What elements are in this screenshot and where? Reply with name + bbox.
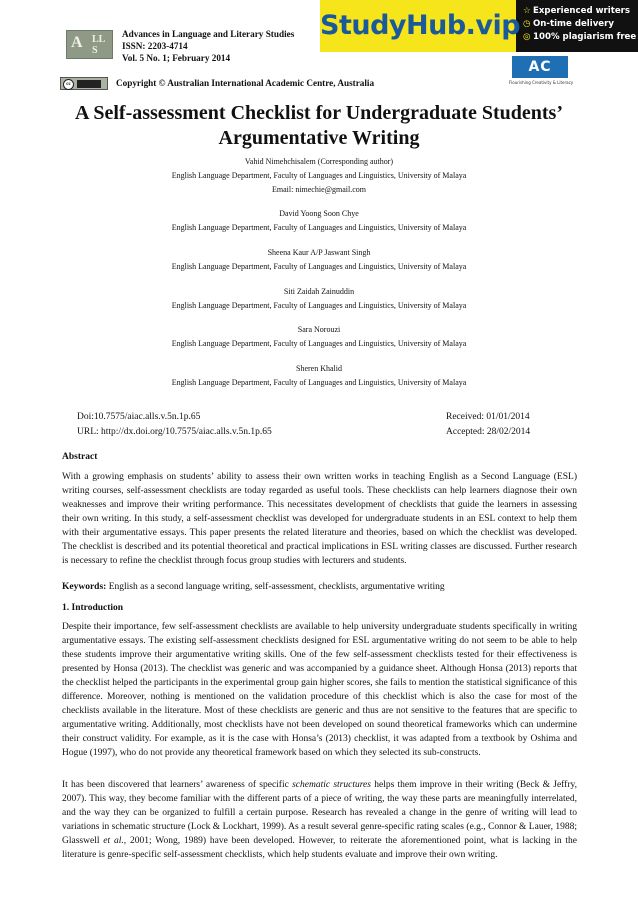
author-affiliation: English Language Department, Faculty of Languages and Linguistics, University of Malaya	[171, 171, 467, 180]
accepted-date: Accepted: 28/02/2014	[446, 427, 531, 437]
journal-logo: A LL S	[66, 30, 113, 59]
clock-icon: ◷	[523, 19, 531, 29]
doi-url[interactable]: URL: http://dx.doi.org/10.7575/aiac.alls.v.5n.1p.65	[77, 427, 272, 437]
promo-banner[interactable]	[320, 0, 638, 52]
author-email[interactable]: Email: nimechie@gmail.com	[271, 185, 366, 194]
journal-issn: ISSN: 2203-4714	[122, 41, 188, 51]
introduction-heading: 1. Introduction	[62, 603, 124, 613]
introduction-paragraph: It has been discovered that learners’ awareness of specific schematic structures helps them improve in their writing (Beck & Jeffry, 2007). This way, they become familiar with the different parts of a piece of writing, the way these parts are meaningfully interrelated, and the way they can be organized to fulfill a certain purpose. Research has revealed a change in the genre of writing will lead to variations in schematic structure (Lock & Lockhart, 1999). As a result several genre-specific rating scales (e.g., Connor & Lauer, 1988; Glasswell et al., 2001; Wong, 1989) have been developed. However, to reiterate the aforementioned point, what is lacking in the literature is genre-specific self-assessment checklists, which help students evaluate and improve their own writing.	[62, 780, 578, 860]
author-name: Sara Norouzi	[297, 325, 341, 334]
banner-feature: ◷ On-time delivery	[523, 19, 614, 29]
author-name: Sheena Kaur A/P Jaswant Singh	[267, 248, 371, 257]
creative-commons-icon[interactable]: cc	[60, 77, 108, 90]
author-affiliation: English Language Department, Faculty of Languages and Linguistics, University of Malaya	[171, 223, 467, 232]
banner-feature: ◎ 100% plagiarism free	[523, 32, 637, 42]
author-name: Sheren Khalid	[296, 364, 342, 373]
paper-title: A Self-assessment Checklist for Undergraduate Students’ Argumentative Writing	[75, 102, 563, 149]
shield-icon: ◎	[523, 32, 531, 42]
author-affiliation: English Language Department, Faculty of Languages and Linguistics, University of Malaya	[171, 378, 467, 387]
banner-feature-list	[523, 5, 636, 44]
received-date: Received: 01/01/2014	[446, 412, 530, 422]
identifiers-left	[77, 410, 272, 440]
author-affiliation: English Language Department, Faculty of Languages and Linguistics, University of Malaya	[171, 301, 467, 310]
author-affiliation: English Language Department, Faculty of Languages and Linguistics, University of Malaya	[171, 262, 467, 271]
journal-info	[122, 28, 294, 64]
identifiers-right	[446, 410, 530, 440]
journal-name: Advances in Language and Literary Studies	[122, 29, 295, 39]
copyright-notice: Copyright © Australian International Academic Centre, Australia	[116, 78, 375, 88]
publisher-caption: Flourishing Creativity & Literacy	[508, 80, 574, 85]
introduction-paragraph: Despite their importance, few self-assessment checklists are available to help university undergraduate students specifically in writing argumentative essays. The existing self-assessment checklists designed for ESL argumentative writing do not seem to be able to help these students improve their argumentative writing skills. One of the few self-assessment checklists tested for their effectiveness is presented by Honsa (2013). The checklist was generic and was accompanied by a guidance sheet. Although Honsa (2013) reports that the checklist helped the participants in the experimental group gain higher scores, she fails to mention the statistical significance of this difference. Moreover, nothing is mentioned on the validation procedure of this checklist which is also the case for most of the checklists available in the literature. Most of these checklists are generic and thus are not sensitive to the features that are specific to argumentative writing. Additionally, most checklists have not been developed on sound theoretical frameworks which can undermine their construct validity. For example, as it is the case with Honsa’s (2013) checklist, it was adapted from a textbook by Oshima and Hogue (1997), who do not provide any theoretical framework based on which they selected its sub-constructs.	[62, 622, 577, 758]
doi[interactable]: Doi:10.7575/aiac.alls.v.5n.1p.65	[77, 412, 201, 422]
keywords	[62, 582, 577, 592]
publisher-logo: AC	[512, 56, 568, 78]
studyhub-brand[interactable]: StudyHub.vip	[320, 0, 516, 52]
banner-feature: ☆ Experienced writers	[523, 6, 631, 16]
author-name: Siti Zaidah Zainuddin	[283, 287, 355, 296]
author-name: Vahid Nimehchisalem (Corresponding author)	[244, 157, 394, 166]
author-affiliation: English Language Department, Faculty of Languages and Linguistics, University of Malaya	[171, 339, 467, 348]
keywords-label: Keywords:	[62, 582, 107, 592]
keywords-text: English as a second language writing, self-assessment, checklists, argumentative writing	[108, 582, 445, 592]
journal-volume: Vol. 5 No. 1; February 2014	[122, 53, 231, 63]
author-name: David Yoong Soon Chye	[279, 209, 359, 218]
abstract-text: With a growing emphasis on students’ ability to assess their own written works in teaching English as a Second Language (ESL) writing courses, self-assessment checklists are today regarded as useful tools. These checklists can help learners diagnose their own weaknesses and improve their writing performance. This necessitates development of checklists that guide the learners in assessing their own writing. In this study, a self-assessment checklist was developed for undergraduate students in an ESL context to help them with their argumentative essays. This paper presents the related literature and theories, based on which the checklist was developed. The checklist is described and its potential theoretical and practical implications in ESL writing classes are discussed. Further research is necessary to refine the checklist through focus group studies with lecturers and students.	[62, 472, 577, 566]
abstract-heading: Abstract	[62, 452, 98, 462]
star-icon: ☆	[523, 6, 531, 16]
